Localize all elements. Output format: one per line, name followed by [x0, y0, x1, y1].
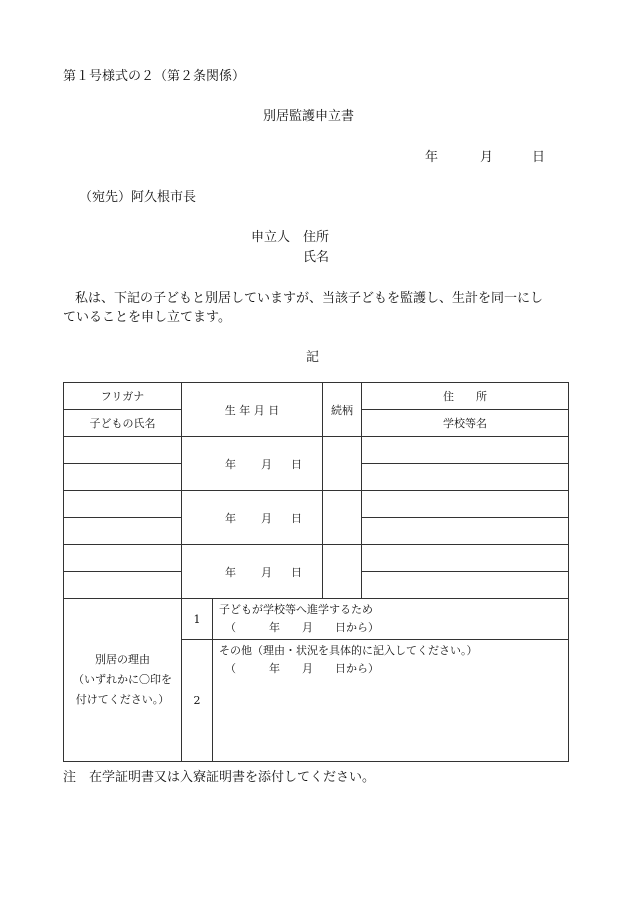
date-day-label: 日	[532, 150, 546, 165]
reason-label-3: 付けてください。）	[75, 693, 170, 706]
child1-furigana-cell[interactable]	[64, 437, 182, 464]
child1-relationship-cell[interactable]	[323, 437, 362, 491]
header-school: 学校等名	[362, 410, 569, 437]
child2-year: 年	[225, 511, 236, 525]
child3-name-cell[interactable]	[64, 572, 182, 599]
reason-label-2: （いずれかに〇印を	[73, 673, 172, 686]
address-label: 住所	[303, 230, 330, 245]
child2-school-cell[interactable]	[362, 518, 569, 545]
child1-month: 月	[261, 457, 272, 471]
child3-day: 日	[291, 565, 302, 579]
reason2-cell[interactable]	[213, 640, 569, 762]
header-relationship: 続柄	[323, 383, 362, 437]
declaration-line-1: 私は、下記の子どもと別居していますが、当該子どもを監護し、生計を同一にし	[75, 291, 544, 306]
date-month-label: 月	[480, 150, 494, 165]
child3-year: 年	[225, 565, 236, 579]
footnote: 注 在学証明書又は入寮証明書を添付してください。	[63, 770, 376, 785]
child1-name-cell[interactable]	[64, 464, 182, 491]
applicant-label: 申立人	[251, 230, 291, 245]
reason1-cell[interactable]	[213, 599, 569, 640]
child1-day: 日	[291, 457, 302, 471]
header-address: 住 所	[362, 383, 569, 410]
child2-birthdate-cell[interactable]	[182, 491, 323, 545]
child2-relationship-cell[interactable]	[323, 491, 362, 545]
child3-address-cell[interactable]	[362, 545, 569, 572]
addressee: （宛先）阿久根市長	[79, 190, 197, 205]
child1-school-cell[interactable]	[362, 464, 569, 491]
reason-label-1: 別居の理由	[95, 653, 150, 666]
document-title: 別居監護申立書	[263, 109, 355, 124]
header-child-name: 子どもの氏名	[64, 410, 182, 437]
child3-school-cell[interactable]	[362, 572, 569, 599]
form-number: 第１号様式の２（第２条関係）	[63, 69, 246, 84]
reason2-date: （ 年 月 日から）	[225, 662, 379, 675]
reason-label-cell	[64, 599, 182, 762]
children-table	[63, 382, 569, 762]
reason1-date: （ 年 月 日から）	[225, 621, 379, 634]
child3-furigana-cell[interactable]	[64, 545, 182, 572]
reason2-number[interactable]: 2	[182, 640, 213, 762]
child2-month: 月	[261, 511, 272, 525]
child2-name-cell[interactable]	[64, 518, 182, 545]
ki-label: 記	[306, 350, 320, 365]
reason1-number[interactable]: 1	[182, 599, 213, 640]
reason2-text: その他（理由・状況を具体的に記入してください。）	[219, 644, 478, 657]
child2-day: 日	[291, 511, 302, 525]
child3-birthdate-cell[interactable]	[182, 545, 323, 599]
child2-address-cell[interactable]	[362, 491, 569, 518]
child1-year: 年	[225, 457, 236, 471]
child1-birthdate-cell[interactable]	[182, 437, 323, 491]
child3-relationship-cell[interactable]	[323, 545, 362, 599]
header-birthdate: 生 年 月 日	[182, 383, 323, 437]
header-furigana: フリガナ	[64, 383, 182, 410]
name-label: 氏名	[303, 250, 330, 265]
reason1-text: 子どもが学校等へ進学するため	[219, 603, 373, 616]
declaration-line-2: ていることを申し立てます。	[63, 310, 231, 325]
child3-month: 月	[261, 565, 272, 579]
child1-address-cell[interactable]	[362, 437, 569, 464]
date-year-label: 年	[425, 150, 439, 165]
child2-furigana-cell[interactable]	[64, 491, 182, 518]
